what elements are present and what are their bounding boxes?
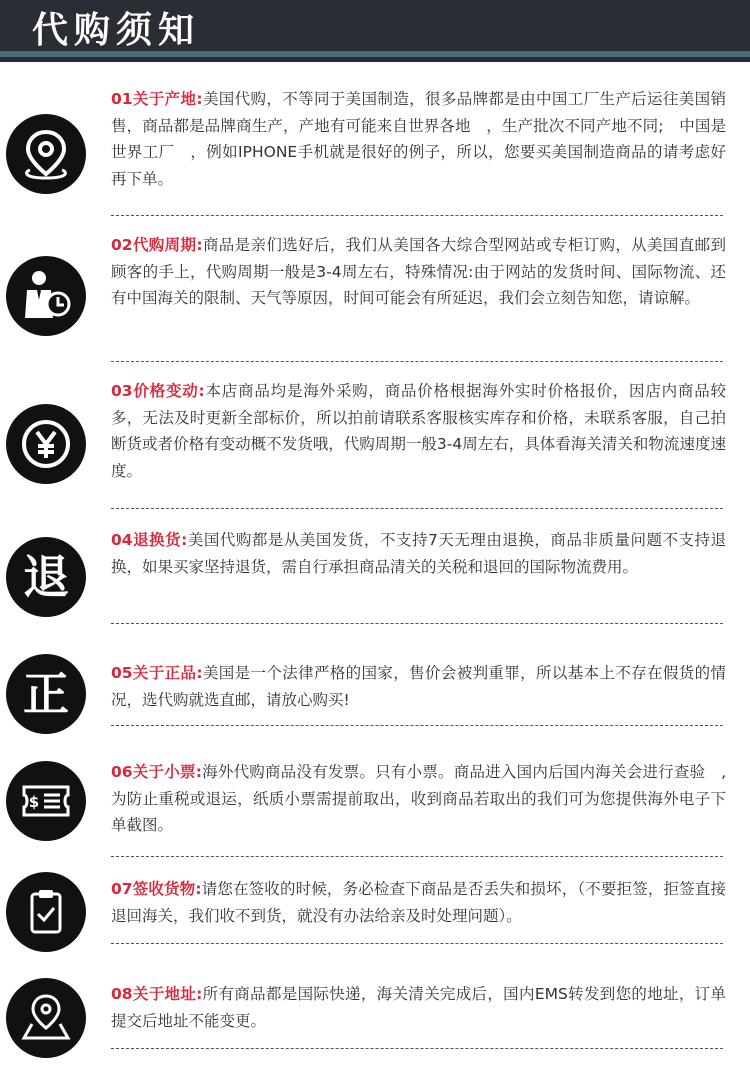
notice-label: 08关于地址: bbox=[111, 985, 203, 1003]
notice-label: 05关于正品: bbox=[111, 664, 203, 682]
yen-icon bbox=[6, 404, 86, 484]
dashed-divider bbox=[111, 943, 723, 944]
notice-text bbox=[111, 981, 726, 1034]
notice-label: 07签收货物: bbox=[111, 880, 202, 898]
notice-label: 01关于产地: bbox=[111, 90, 203, 108]
notice-body: 所有商品都是国际快递，海关清关完成后，国内EMS转发到您的地址，订单提交后地址不能变更。 bbox=[111, 985, 726, 1030]
return-icon bbox=[6, 537, 86, 617]
notice-body: 美国代购都是从美国发货，不支持7天无理由退换，商品非质量问题不支持退换，如果买家坚持退货，需自行承担商品清关的关税和退回的国际物流费用。 bbox=[111, 531, 726, 576]
notice-text bbox=[111, 527, 726, 580]
genuine-icon bbox=[6, 654, 86, 734]
notice-text bbox=[111, 232, 726, 312]
notice-label: 02代购周期: bbox=[111, 236, 203, 254]
notice-body: 美国是一个法律严格的国家，售价会被判重罪，所以基本上不存在假货的情况，选代购就选直邮，请放心购买! bbox=[111, 664, 726, 709]
notice-body: 请您在签收的时候，务必检查下商品是否丢失和损坏，（不要拒签，拒签直接退回海关，我们收不到货，就没有办法给亲及时处理问题）。 bbox=[111, 880, 726, 925]
dashed-divider bbox=[111, 215, 723, 216]
header-accent-strip bbox=[0, 51, 750, 57]
header-bar bbox=[0, 0, 750, 62]
dashed-divider bbox=[111, 856, 723, 857]
person-clock-icon bbox=[6, 256, 86, 336]
notice-body: 本店商品均是海外采购，商品价格根据海外实时价格报价，因店内商品较多，无法及时更新全部标价，所以拍前请联系客服核实库存和价格，未联系客服，自己拍断货或者价格有变动概不发货哦，代购周期一般3-4周左右，具体看海关清关和物流速度速度。 bbox=[111, 382, 726, 480]
location-pin-icon bbox=[6, 114, 86, 194]
dashed-divider bbox=[111, 623, 723, 624]
notice-text bbox=[111, 759, 726, 839]
notice-text bbox=[111, 86, 726, 192]
notice-text bbox=[111, 660, 726, 713]
map-pin-icon bbox=[6, 978, 86, 1058]
clipboard-check-icon bbox=[6, 872, 86, 952]
notice-label: 04退换货: bbox=[111, 531, 188, 549]
notice-label: 03价格变动: bbox=[111, 382, 205, 400]
notice-label: 06关于小票: bbox=[111, 763, 202, 781]
dashed-divider bbox=[111, 361, 723, 362]
svg-text:$: $ bbox=[28, 793, 40, 811]
return-glyph: 退 bbox=[23, 550, 69, 604]
notice-body: 海外代购商品没有发票。只有小票。商品进入国内后国内海关会进行查验 ,为防止重税或退运，纸质小票需提前取出，收到商品若取出的我们可为您提供海外电子下单截图。 bbox=[111, 763, 726, 834]
notice-text bbox=[111, 876, 726, 929]
dashed-divider bbox=[111, 725, 723, 726]
genuine-glyph: 正 bbox=[23, 667, 69, 721]
notice-body: 美国代购，不等同于美国制造，很多品牌都是由中国工厂生产后运往美国销售，商品都是品牌商生产，产地有可能来自世界各地 ，生产批次不同产地不同; 中国是世界工厂 ，例如IPHONE手机就是很好的例子，所以，您要买美国制造商品的请考虑好再下单。 bbox=[111, 90, 726, 188]
dashed-divider bbox=[111, 508, 723, 509]
page-title: 代购须知 bbox=[32, 10, 201, 51]
receipt-icon bbox=[6, 761, 86, 841]
notice-body: 商品是亲们选好后，我们从美国各大综合型网站或专柜订购，从美国直邮到顾客的手上，代购周期一般是3-4周左右，特殊情况:由于网站的发货时间、国际物流、还有中国海关的限制、天气等原因，时间可能会有所延迟，我们会立刻告知您，请谅解。 bbox=[111, 236, 726, 307]
notice-text bbox=[111, 378, 726, 484]
dashed-divider bbox=[111, 1048, 723, 1049]
